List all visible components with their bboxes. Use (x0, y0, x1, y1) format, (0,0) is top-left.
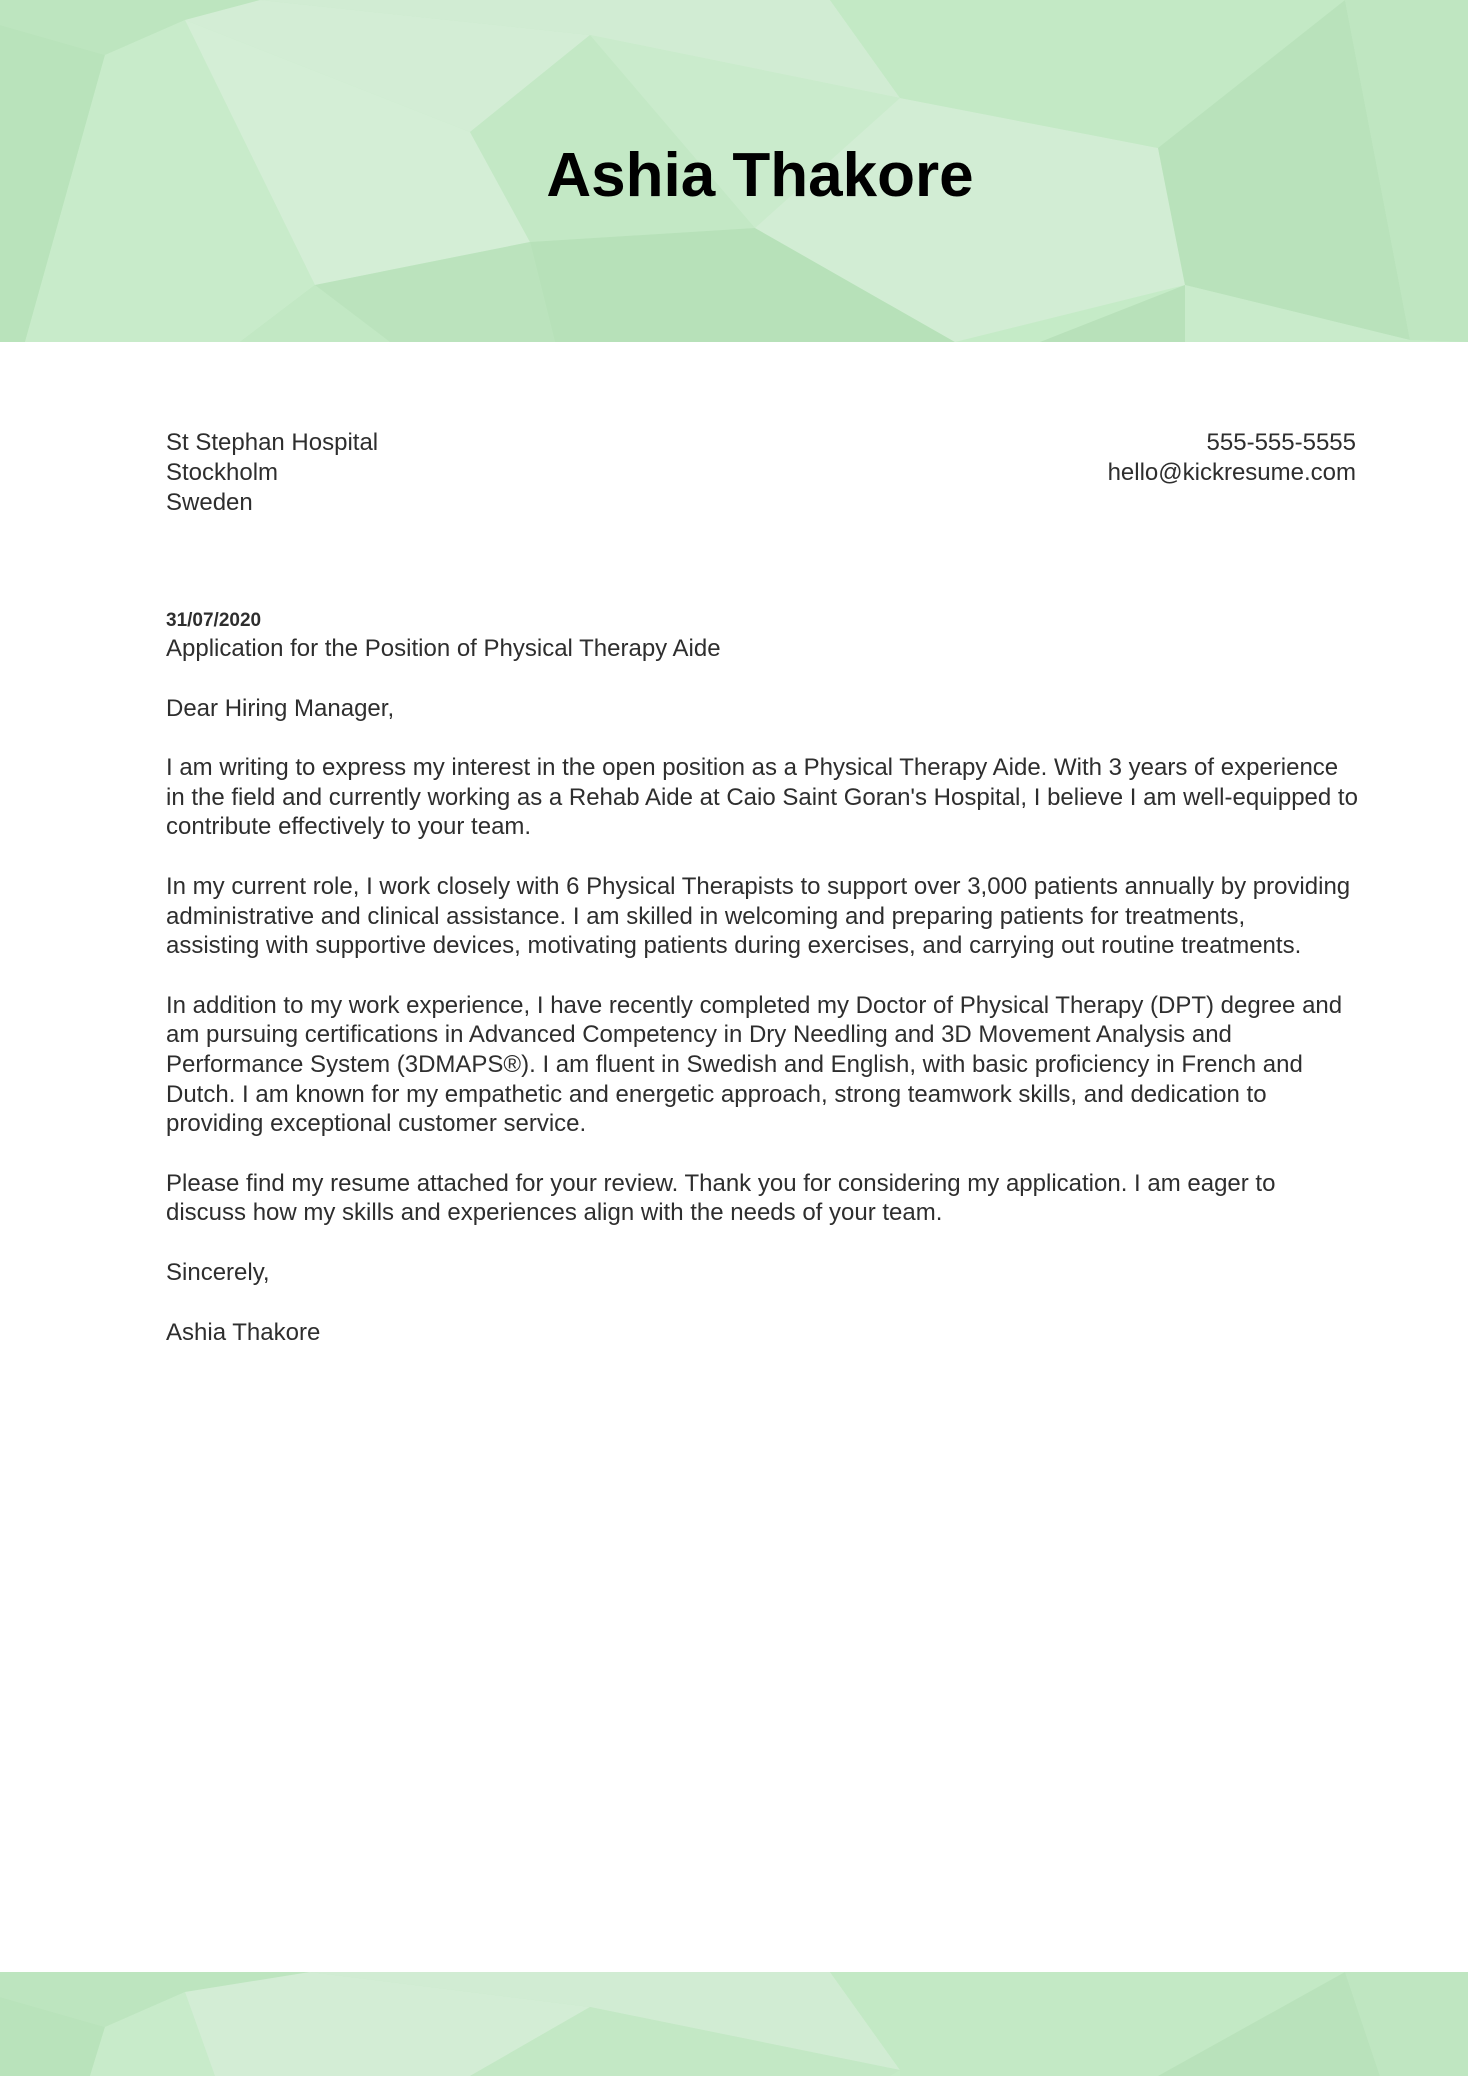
paragraph-line: in the field and currently working as a Rehab Aide at Caio Saint Goran's Hospital, I believe I am well-equipped to (166, 783, 1358, 811)
letter-closing: Sincerely, (166, 1258, 270, 1286)
paragraph-line: In my current role, I work closely with 6 Physical Therapists to support over 3,000 patients annually by providing (166, 872, 1351, 900)
footer-band (0, 1972, 1468, 2076)
letter-date: 31/07/2020 (166, 610, 262, 631)
contact-info (900, 428, 1356, 488)
phone-number: 555-555-5555 (1206, 429, 1356, 456)
paragraph-line: I am writing to express my interest in the open position as a Physical Therapy Aide. With 3 years of experience (166, 754, 1339, 782)
recipient-address (166, 428, 378, 518)
email-address: hello@kickresume.com (1107, 459, 1356, 486)
paragraph-line: administrative and clinical assistance. I am skilled in welcoming and preparing patients for treatments, (166, 902, 1246, 930)
paragraph-line: discuss how my skills and experiences align with the needs of your team. (166, 1199, 943, 1227)
recipient-organization: St Stephan Hospital (166, 429, 379, 456)
letter-body (166, 608, 1361, 1377)
paragraph-intro (166, 753, 1361, 842)
paragraph-line: contribute effectively to your team. (166, 813, 532, 841)
paragraph-line: am pursuing certifications in Advanced Competency in Dry Needling and 3D Movement Analysis and (166, 1021, 1232, 1049)
letter-greeting: Dear Hiring Manager, (166, 694, 395, 722)
paragraph-line: providing exceptional customer service. (166, 1110, 587, 1138)
recipient-city: Stockholm (166, 459, 279, 486)
letter-signature: Ashia Thakore (166, 1318, 321, 1346)
applicant-name-title: Ashia Thakore (546, 141, 974, 210)
paragraph-line: Please find my resume attached for your review. Thank you for considering my application. I am eager to (166, 1169, 1276, 1197)
paragraph-line: Performance System (3DMAPS®). I am fluent in Swedish and English, with basic proficiency in French and (166, 1050, 1303, 1078)
paragraph-closing-remarks (166, 1169, 1361, 1228)
geometric-footer-background (0, 1972, 1468, 2076)
paragraph-education (166, 991, 1361, 1139)
paragraph-line: In addition to my work experience, I have recently completed my Doctor of Physical Therapy (DPT) degree and (166, 991, 1343, 1019)
paragraph-current-role (166, 872, 1361, 961)
recipient-country: Sweden (166, 489, 253, 516)
letter-subject: Application for the Position of Physical Therapy Aide (166, 635, 721, 662)
paragraph-line: Dutch. I am known for my empathetic and energetic approach, strong teamwork skills, and dedication to (166, 1080, 1267, 1108)
paragraph-line: assisting with supportive devices, motivating patients during exercises, and carrying out routine treatments. (166, 932, 1302, 960)
